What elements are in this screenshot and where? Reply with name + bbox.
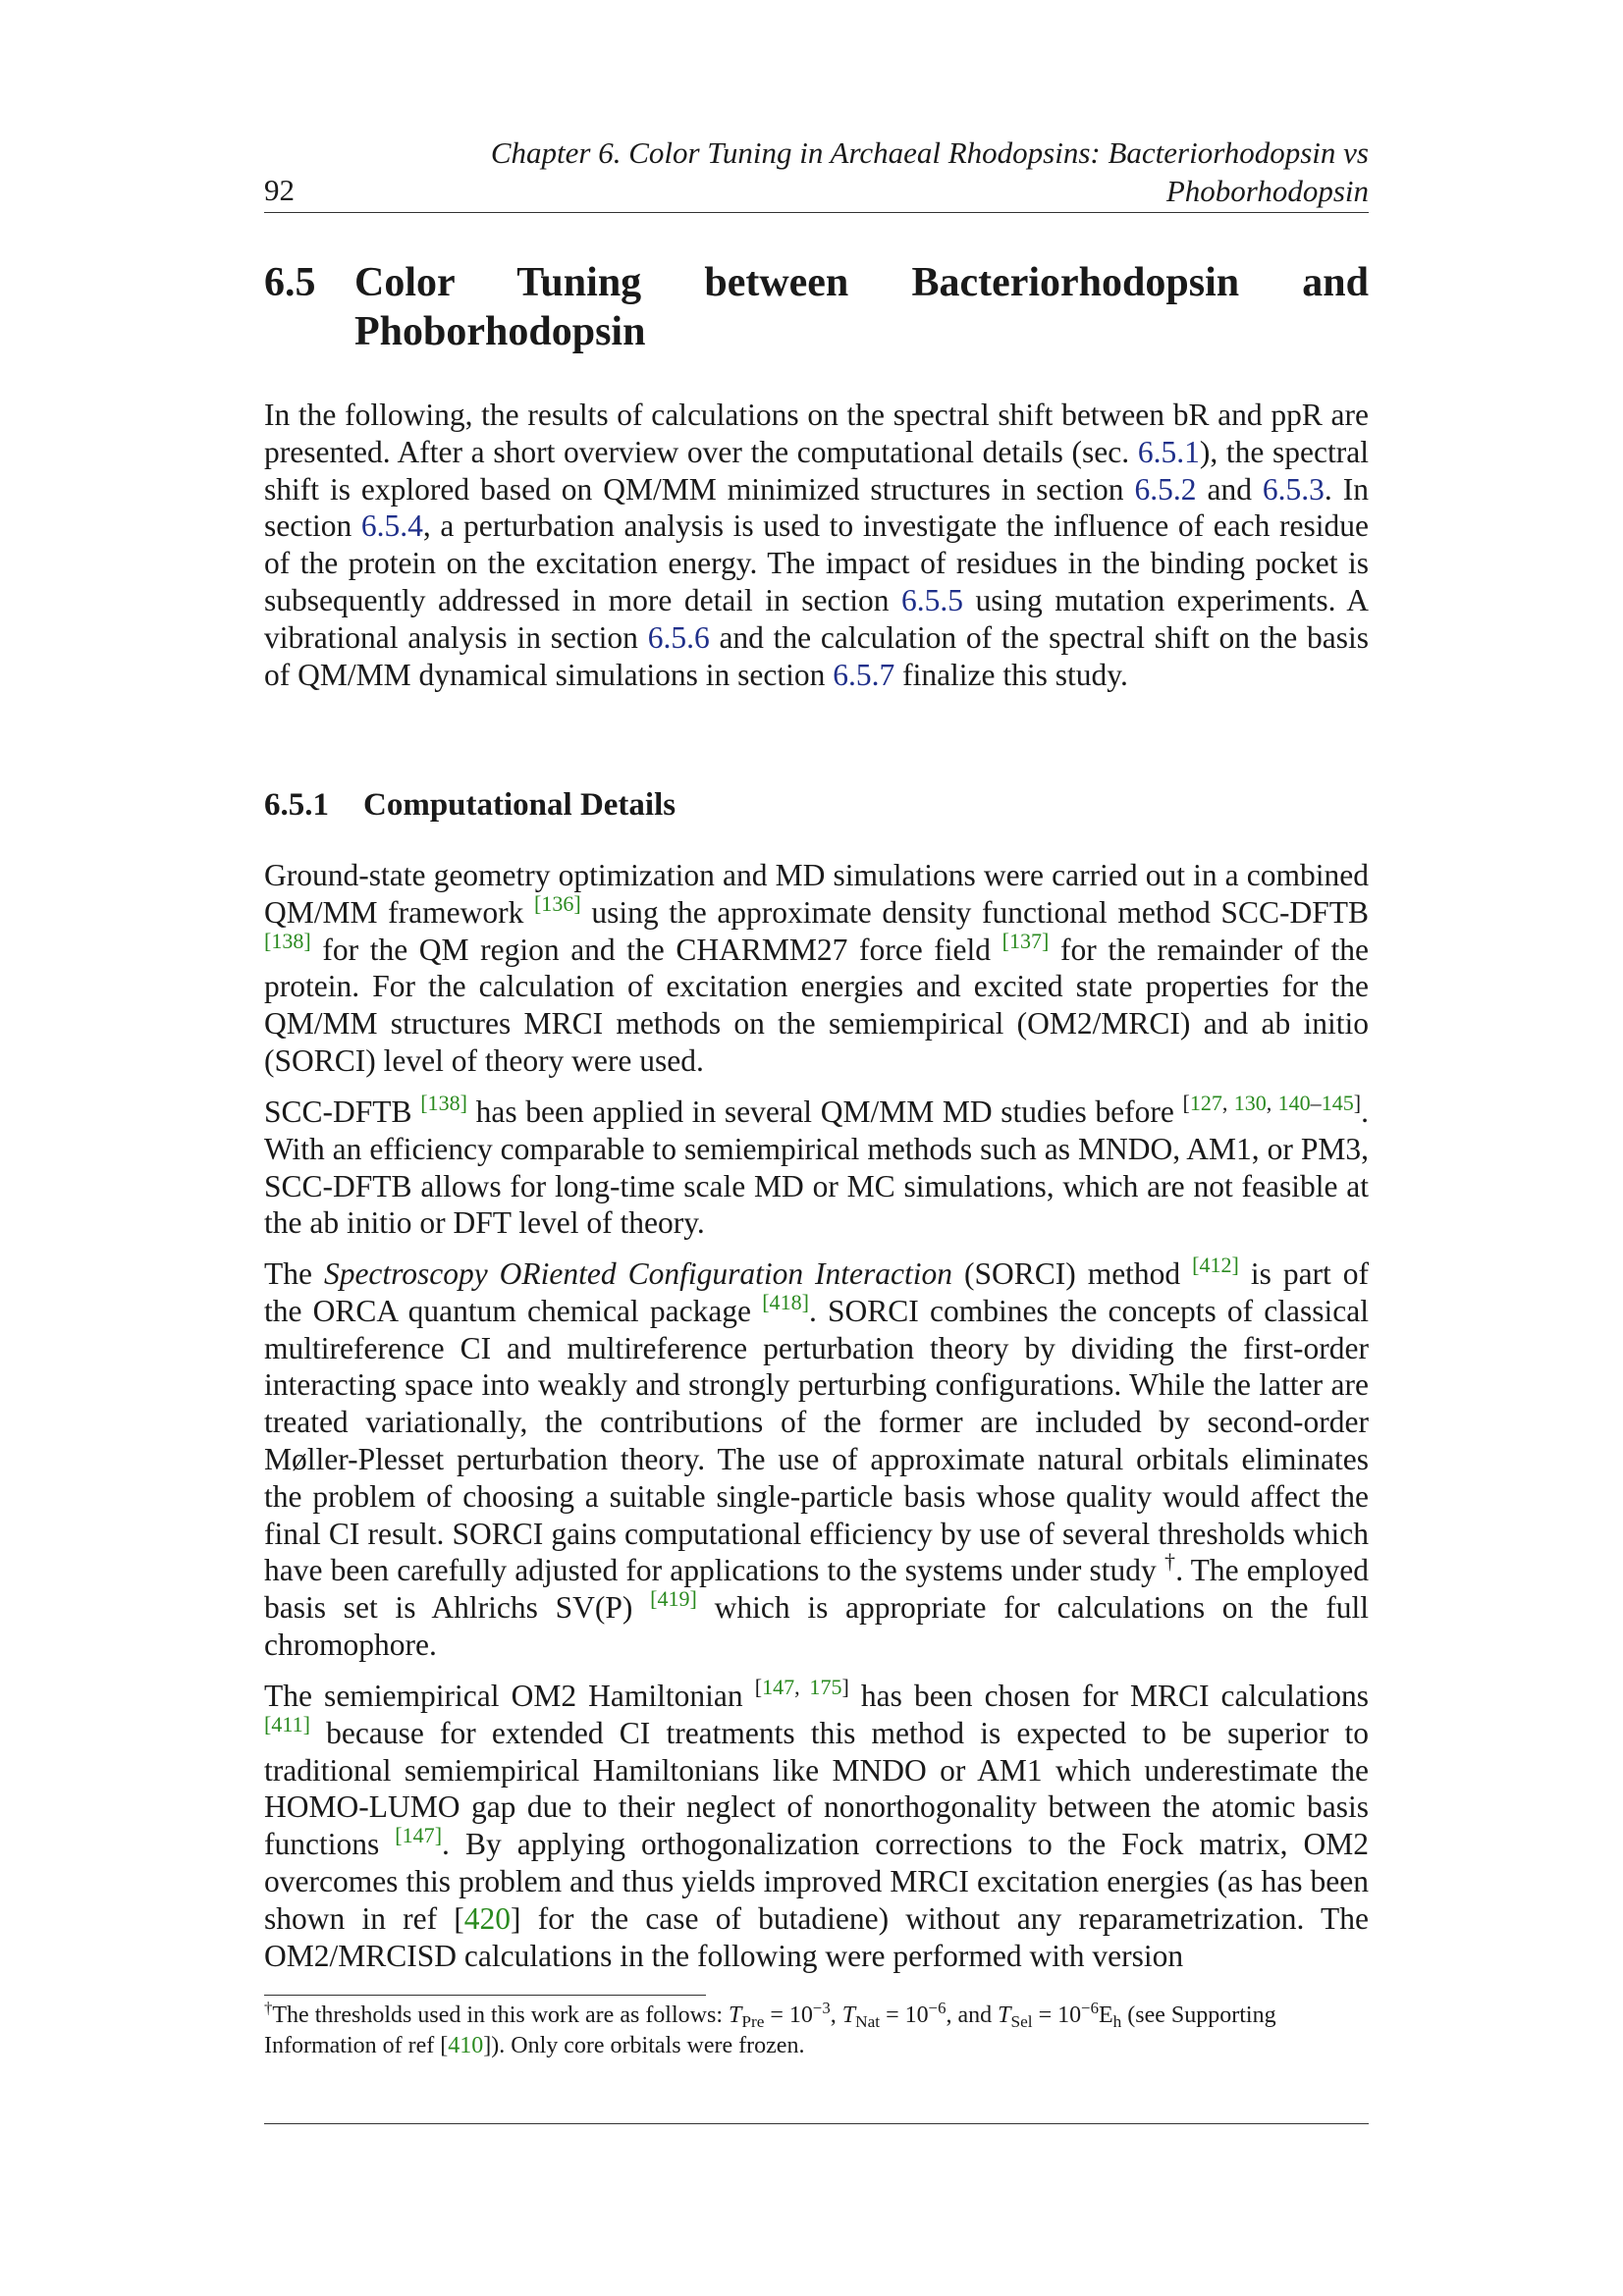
- section-link-6-5-3[interactable]: 6.5.3: [1262, 471, 1325, 507]
- running-header-chapter: [387, 133, 1369, 210]
- text: and the calculation of the spectral shift on the basis of QM/MM dynamical simulations in section: [264, 619, 1369, 692]
- citation-420[interactable]: 420: [463, 1900, 512, 1936]
- citation-412[interactable]: [412]: [1192, 1252, 1239, 1277]
- footnote-rule: [264, 1995, 706, 1996]
- text: Ground-state geometry optimization and MD simulations were carried out in a combined QM/MM framework: [264, 858, 1369, 930]
- math-subscript: Pre: [741, 2012, 765, 2032]
- citation-410[interactable]: 410: [448, 2033, 484, 2058]
- text: The thresholds used in this work are as follows:: [272, 2002, 729, 2028]
- text: ] for the case of butadiene) without any reparametrization. The OM2/MRCISD calculations in the following were performed with version: [264, 1900, 1369, 1973]
- citation-411[interactable]: [411]: [264, 1711, 310, 1736]
- citation-147[interactable]: [147]: [395, 1823, 443, 1848]
- text: using mutation experiments. A vibrational analysis in section: [264, 582, 1369, 655]
- text: The: [264, 1256, 324, 1291]
- section-title-line-1: Color Tuning between Bacteriorhodopsin and: [354, 260, 1369, 305]
- math-unit: E: [1098, 2002, 1113, 2028]
- separator: ,: [794, 1674, 810, 1699]
- subsection-heading: [264, 785, 676, 825]
- separator: ,: [1266, 1090, 1278, 1115]
- text: for the QM region and the CHARMM27 force field: [310, 932, 1002, 967]
- citation-138[interactable]: [138]: [420, 1090, 467, 1115]
- intro-paragraph: [264, 397, 1369, 693]
- text: ,: [830, 2002, 842, 2028]
- text: which is appropriate for calculations on the full chromophore.: [264, 1590, 1369, 1662]
- text: for the remainder of the protein. For the calculation of excitation energies and excited state properties for the QM/MM structures MRCI methods on the semiempirical (OM2/MRCI) and ab initio (SORCI) level of theory were used.: [264, 932, 1369, 1078]
- math-symbol: T: [998, 2002, 1011, 2028]
- bracket: ]: [1353, 1090, 1362, 1115]
- paragraph-sorci: [264, 1252, 1369, 1664]
- text: is part of the ORCA quantum chemical package: [264, 1256, 1369, 1328]
- section-link-6-5-1[interactable]: 6.5.1: [1137, 434, 1200, 469]
- section-link-6-5-2[interactable]: 6.5.2: [1134, 471, 1197, 507]
- text: . By applying orthogonalization corrections to the Fock matrix, OM2 overcomes this problem and thus yields improved MRCI excitation energies (as has been shown in ref [: [264, 1827, 1370, 1936]
- paragraph-computational-framework: [264, 857, 1369, 1080]
- math-exponent: −3: [812, 1998, 831, 2017]
- citation-419[interactable]: [419]: [650, 1586, 697, 1612]
- section-link-6-5-7[interactable]: 6.5.7: [833, 657, 895, 692]
- text: , and: [946, 2002, 999, 2028]
- section-link-6-5-5[interactable]: 6.5.5: [900, 582, 963, 617]
- math: = 10: [1032, 2002, 1082, 2028]
- citation-group: [755, 1675, 849, 1699]
- text: ), the spectral shift is explored based on QM/MM minimized structures in section: [264, 434, 1369, 507]
- text: ]). Only core orbitals were frozen.: [483, 2033, 805, 2058]
- math-subscript: h: [1112, 2012, 1122, 2032]
- math-subscript: Nat: [855, 2012, 881, 2032]
- citation-175[interactable]: 175: [809, 1674, 842, 1699]
- citation-127[interactable]: 127: [1189, 1090, 1222, 1115]
- math-exponent: −6: [1081, 1998, 1099, 2017]
- text: . The employed basis set is Ahlrichs SV(P): [264, 1553, 1369, 1626]
- subsection-number: 6.5.1: [264, 787, 329, 823]
- math-symbol: T: [841, 2002, 856, 2028]
- text: . With an efficiency comparable to semiempirical methods such as MNDO, AM1, or PM3, SCC-DFTB allows for long-time scale MD or MC simulations, which are not feasible at the ab initio or DFT level of theory.: [264, 1095, 1369, 1241]
- bracket: [: [754, 1674, 763, 1699]
- text: has been applied in several QM/MM MD studies before: [466, 1095, 1183, 1129]
- text: and: [1196, 471, 1263, 507]
- math: = 10: [880, 2002, 929, 2028]
- chapter-line-2: Phoborhodopsin: [1165, 174, 1369, 208]
- text: using the approximate density functional method SCC-DFTB: [580, 894, 1369, 930]
- citation-group: [1183, 1091, 1362, 1115]
- citation-140[interactable]: 140: [1277, 1090, 1311, 1115]
- citation-145[interactable]: 145: [1321, 1090, 1354, 1115]
- text: has been chosen for MRCI calculations: [848, 1679, 1369, 1713]
- math-symbol: T: [728, 2002, 742, 2028]
- section-title-line-2: Phoborhodopsin: [354, 309, 646, 354]
- header-rule: [264, 212, 1369, 213]
- math-exponent: −6: [928, 1998, 947, 2017]
- footnote-mark: †: [264, 1998, 273, 2017]
- text: finalize this study.: [894, 657, 1128, 692]
- text: The semiempirical OM2 Hamiltonian: [264, 1679, 755, 1713]
- section-link-6-5-6[interactable]: 6.5.6: [647, 619, 710, 655]
- citation-136[interactable]: [136]: [533, 890, 581, 916]
- page-number: 92: [264, 173, 295, 207]
- section-number: 6.5: [264, 260, 316, 305]
- footnote: [264, 1998, 1369, 2061]
- text: SCC-DFTB: [264, 1095, 421, 1129]
- text: because for extended CI treatments this method is expected to be superior to traditional semiempirical Hamiltonians like MNDO or AM1 which underestimate the HOMO-LUMO gap due to their neglect of nonorthogonality between the atomic basis functions: [264, 1715, 1369, 1862]
- paragraph-scc-dftb: [264, 1090, 1369, 1242]
- text: . In section: [264, 471, 1369, 544]
- footnote-mark[interactable]: †: [1163, 1549, 1176, 1575]
- text: , a perturbation analysis is used to investigate the influence of each residue of the protein on the excitation energy. The impact of residues in the binding pocket is subsequently addressed in more detail in section: [264, 508, 1369, 617]
- bracket: ]: [841, 1674, 849, 1699]
- citation-138[interactable]: [138]: [264, 928, 311, 953]
- text: (SORCI) method: [952, 1256, 1193, 1291]
- page-bottom-rule: [264, 2123, 1369, 2124]
- subsection-title: Computational Details: [363, 787, 676, 823]
- text: . SORCI combines the concepts of classical multireference CI and multireference perturbation theory by dividing the first-order interacting space into weakly and strongly perturbing configurations. While the latter are treated variationally, the contributions of the former are included by second-order Møller-Plesset perturbation theory. The use of approximate natural orbitals eliminates the problem of choosing a suitable single-particle basis whose quality would affect the final CI result. SORCI gains computational efficiency by use of several thresholds which have been carefully adjusted for applications to the systems under study: [264, 1293, 1369, 1588]
- citation-147[interactable]: 147: [762, 1674, 795, 1699]
- separator: –: [1310, 1090, 1322, 1115]
- math-subscript: Sel: [1010, 2012, 1033, 2032]
- citation-418[interactable]: [418]: [762, 1289, 809, 1314]
- math: = 10: [764, 2002, 813, 2028]
- bracket: [: [1182, 1090, 1190, 1115]
- section-link-6-5-4[interactable]: 6.5.4: [360, 508, 423, 544]
- text: (see Supporting Information of ref [: [264, 2002, 1276, 2058]
- paragraph-om2: [264, 1674, 1370, 1974]
- text: In the following, the results of calculations on the spectral shift between bR and ppR are presented. After a short overview over the computational details (sec.: [264, 398, 1369, 469]
- citation-130[interactable]: 130: [1233, 1090, 1267, 1115]
- separator: ,: [1221, 1090, 1234, 1115]
- italic-term: Spectroscopy ORiented Configuration Interaction: [323, 1256, 953, 1291]
- chapter-line-1: Chapter 6. Color Tuning in Archaeal Rhodopsins: Bacteriorhodopsin vs: [490, 135, 1369, 170]
- citation-137[interactable]: [137]: [1001, 928, 1050, 953]
